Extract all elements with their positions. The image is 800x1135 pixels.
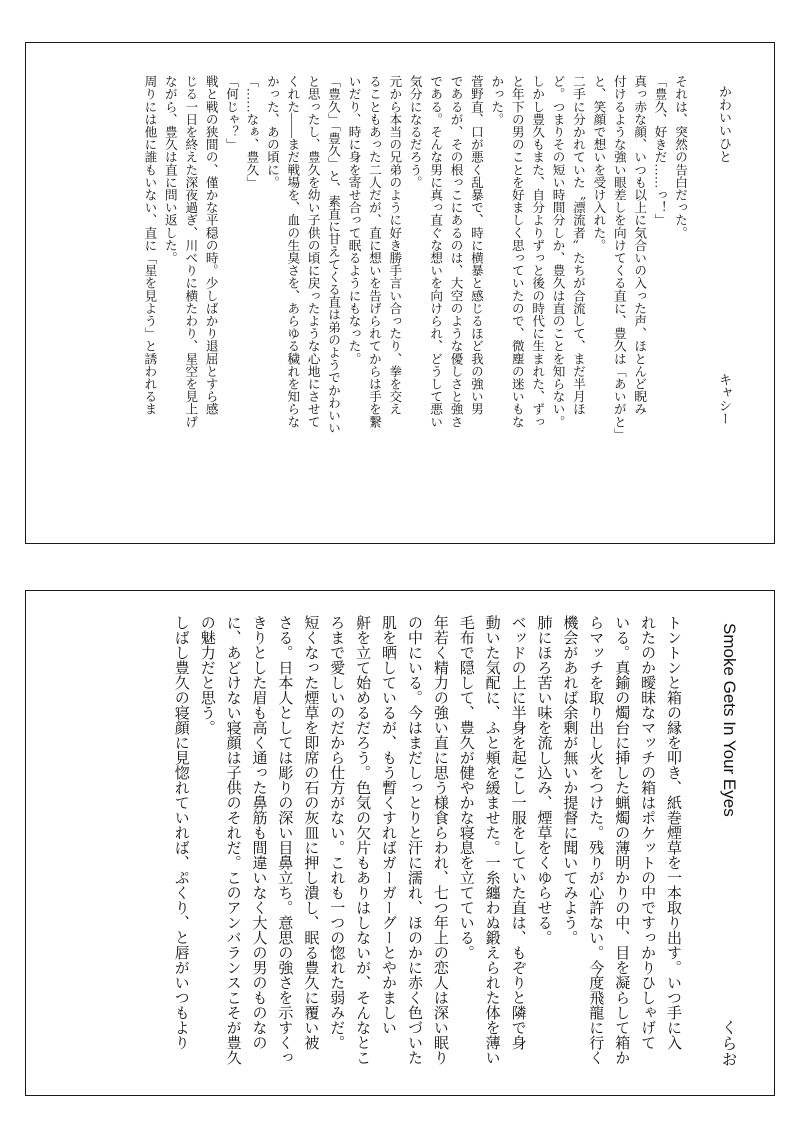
- text-line: と年下の男のことを好ましく思っていたので、微塵の迷いもな: [509, 75, 524, 428]
- text-line: と、笑顔で想いを受け入れた。: [591, 75, 606, 252]
- text-line: 鼾を立て始めるだろう。色気の欠片もありはしないが、そんなとこ: [354, 615, 372, 1065]
- text-line: 「何じゃ？」: [224, 75, 239, 151]
- text-line: 「豊久」「豊久」と、素直に甘えてくる直は弟のようでかわいい: [326, 75, 341, 435]
- story-body: [168, 615, 686, 1085]
- text-line: かった。: [489, 75, 504, 126]
- story-author: くらお: [719, 1019, 736, 1067]
- text-line: と思ったし、豊久を幼い子供の頃に戻ったような心地にさせて: [305, 75, 320, 428]
- text-line: ろまで愛しいのだから仕方がない。これも一つの惚れた弱みだ。: [328, 615, 346, 1050]
- story-panel-bottom: [25, 590, 775, 1096]
- text-line: いだり、時に身を寄せ合って眠るようにもなった。: [346, 75, 361, 365]
- text-line: 肌を晒しているが、もう暫くすればガーガーグーとやかましい: [380, 615, 398, 1035]
- text-line: 肺にほろ苦い味を流し込み、煙草をくゆらせる。: [535, 615, 553, 945]
- text-line: に、あどけない寝顔は子供のそれだ。このアンバランスこそが豊久: [224, 615, 242, 1065]
- text-line: 「……なぁ、豊久」: [244, 75, 259, 189]
- text-line: 「豊久、好きだ……っ！」: [652, 75, 667, 227]
- text-line: らマッチを取り出し火をつけた。残りが心許ない。今度飛龍に行く: [587, 615, 605, 1065]
- text-line: それは、突然の告白だった。: [673, 75, 687, 239]
- text-line: 短くなった煙草を即席の石の灰皿に押し潰し、眠る豊久に覆い被: [302, 615, 320, 1050]
- story-panel-top: [25, 42, 775, 544]
- text-line: の中にいる。今はまだしっとりと汗に濡れ、ほのかに赤く色づいた: [405, 615, 423, 1065]
- text-line: れたのか曖昧なマッチの箱はポケットの中ですっかりひしゃげて: [639, 615, 657, 1050]
- story-title: かわいいひと: [717, 85, 732, 163]
- text-line: であるが、その根っこにあるのは、大空のような優しさと強さ: [448, 75, 463, 428]
- text-line: しかし豊久もまた、自分よりずっと後の時代に生まれた、ずっ: [530, 75, 545, 428]
- text-line: 年若く精力の強い直に思う様食らわれ、七つ年上の恋人は深い眠り: [431, 615, 449, 1065]
- text-line: きりとした眉も高く通った鼻筋も間違いなく大人の男のものなの: [250, 615, 268, 1050]
- text-line: ながら、豊久は直に問い返した。: [162, 75, 177, 264]
- text-line: ることもあった二人だが、直に想いを告げられてからは手を繋: [366, 75, 381, 428]
- text-line: ベッドの上に半身を起こし一服をしていた直は、もぞりと隣で身: [509, 615, 527, 1050]
- text-line: である。そんな男に真っ直ぐな想いを向けられ、どうして悪い: [428, 75, 443, 428]
- text-line: 周りには他に誰もいない、直に「星を見よう」と誘われるま: [142, 75, 157, 416]
- story-title: Smoke Gets In Your Eyes: [720, 623, 739, 817]
- text-line: 気分になるだろう。: [407, 75, 422, 189]
- text-line: 二手に分かれていた〝漂流者〟たちが合流して、まだ半月ほ: [570, 75, 585, 416]
- text-line: さる。日本人としては彫りの深い目鼻立ち。意思の強さを示すくっ: [276, 615, 294, 1065]
- story-author: キャシー: [717, 373, 732, 425]
- text-line: 動いた気配に、ふと頬を緩ませた。一糸纏わぬ鍛えられた体を薄い: [483, 615, 501, 1065]
- text-line: 付けるような強い眼差しを向けてくる直に、豊久は「あいがと」: [611, 75, 626, 441]
- text-line: 機会があれば余剰が無いか提督に聞いてみよう。: [561, 615, 579, 945]
- text-line: しばし豊久の寝顔に見惚れていれば、ぷくり、と唇がいつもより: [172, 615, 190, 1050]
- text-line: 菅野直、口が悪く乱暴で、時に横暴と感じるほど我の強い男: [468, 75, 483, 416]
- story-body: [139, 75, 690, 525]
- text-line: トントンと箱の縁を叩き、紙巻煙草を一本取り出す。いつ手に入: [665, 615, 682, 1050]
- text-line: 毛布で隠して、豊久が健やかな寝息を立てている。: [457, 615, 475, 960]
- text-line: ど。つまりその短い時間分しか、豊久は直のことを知らない。: [550, 75, 565, 428]
- text-line: かった、あの頃に。: [264, 75, 279, 189]
- text-line: くれた――まだ戦場を、血の生臭さを、あらゆる穢れを知らな: [285, 75, 300, 428]
- text-line: 真っ赤な顔、いつも以上に気合いの入った声、ほとんど睨み: [632, 75, 647, 416]
- text-line: 元から本当の兄弟のように好き勝手言い合ったり、拳を交え: [387, 75, 402, 416]
- text-line: の魅力だと思う。: [198, 615, 216, 735]
- text-line: いる。真鍮の燭台に挿した蝋燭の薄明かりの中、目を凝らして箱か: [613, 615, 631, 1065]
- text-line: じる一日を終えた深夜過ぎ、川べりに横たわり、星空を見上げ: [183, 75, 198, 428]
- text-line: 戦と戦の狭間の、僅かな平穏の時。少しばかり退屈とすら感: [203, 75, 218, 416]
